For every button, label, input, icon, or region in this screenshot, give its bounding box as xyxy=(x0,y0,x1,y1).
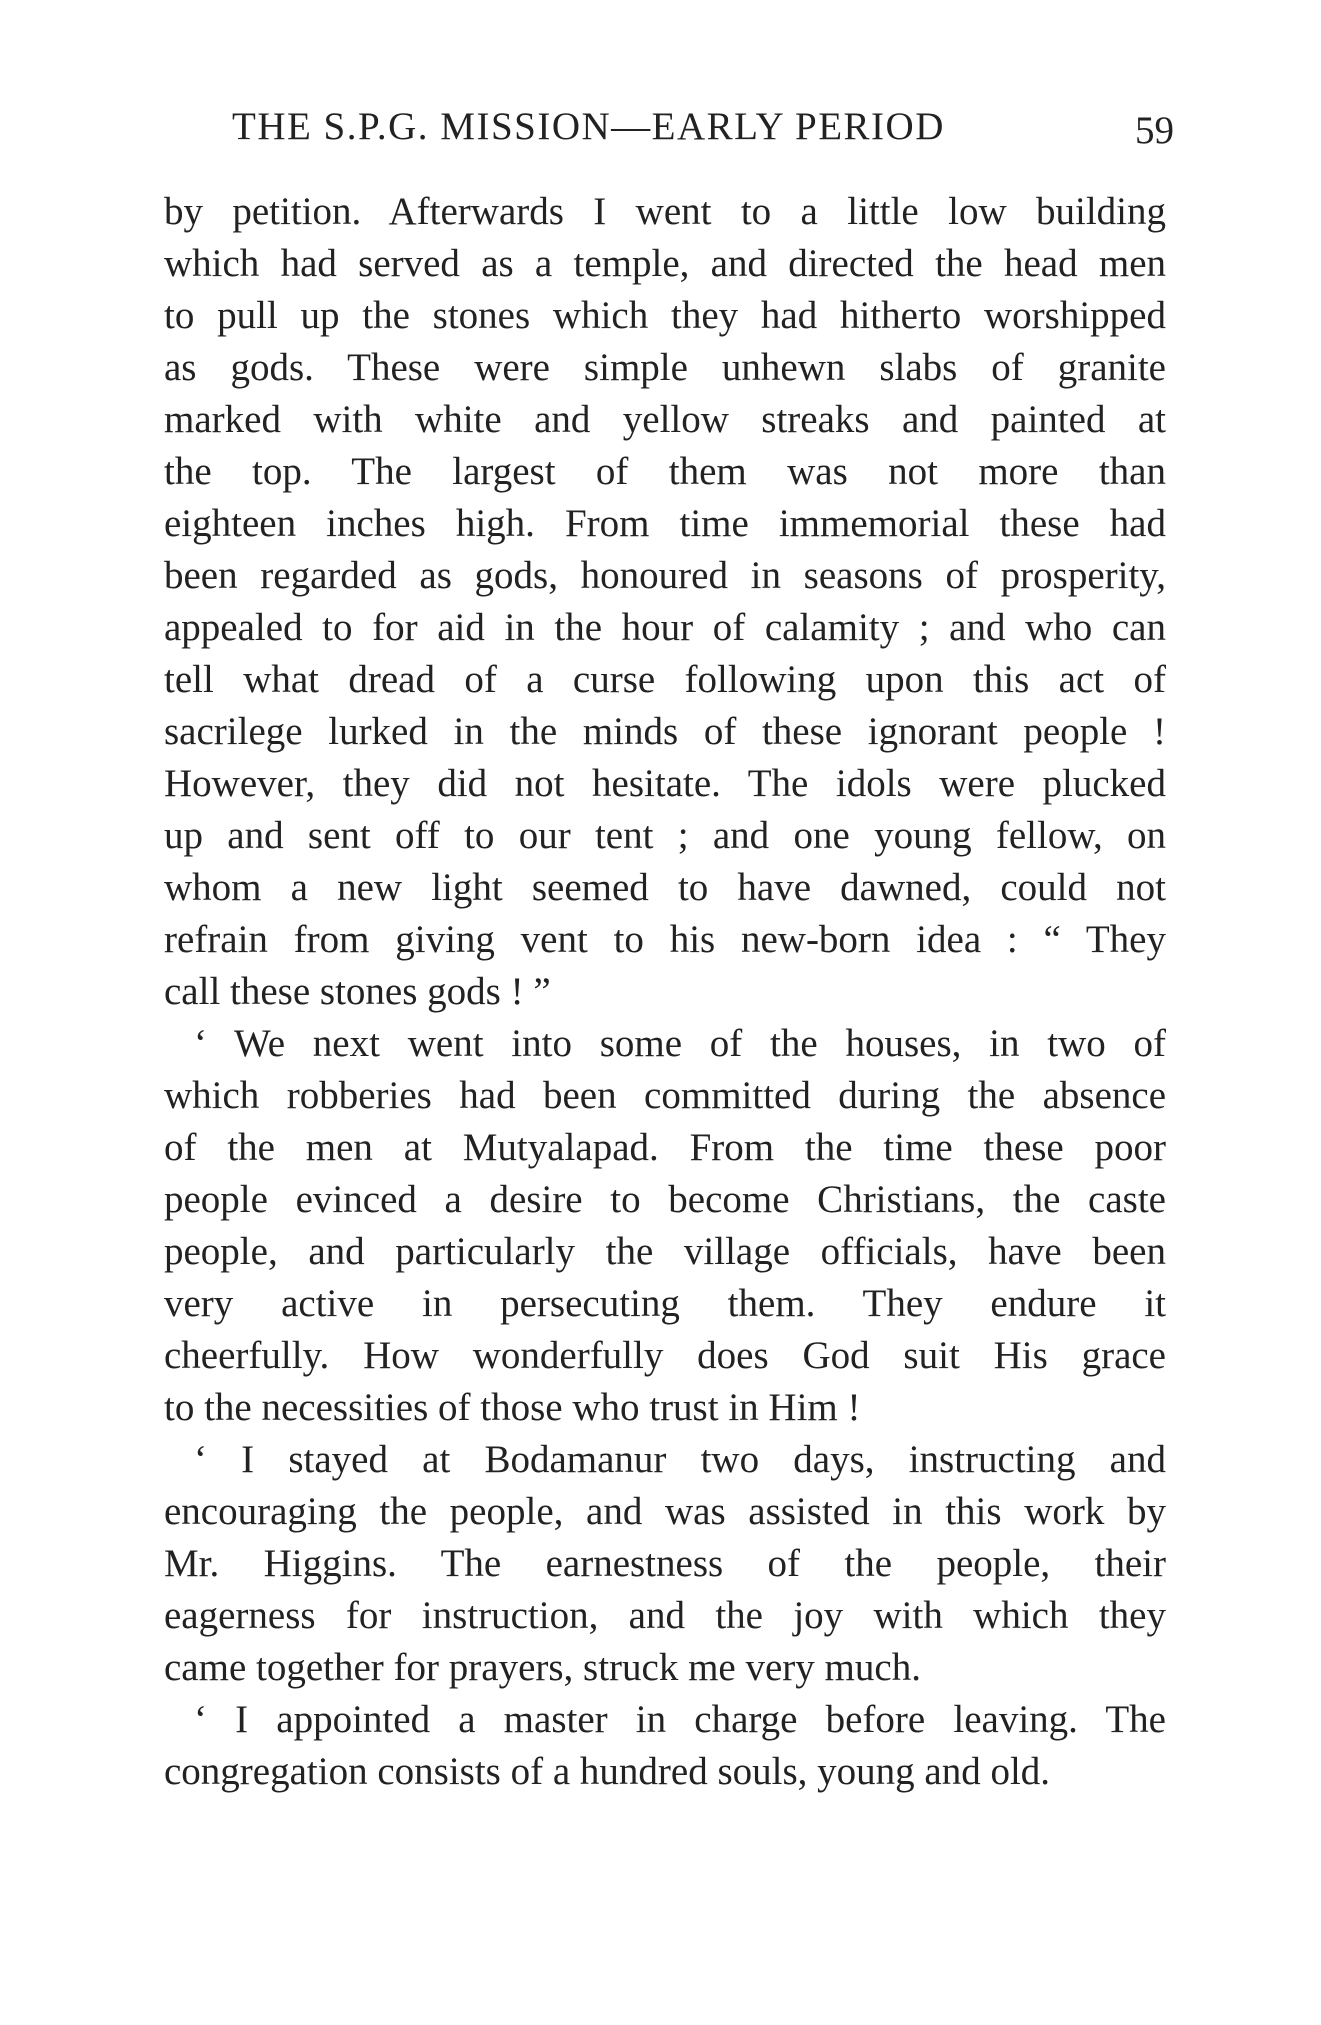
running-title: THE S.P.G. MISSION—EARLY PERIOD xyxy=(232,105,945,148)
body-text xyxy=(164,186,1166,1798)
text-line: as gods. These were simple unhewn slabs of granite xyxy=(164,346,1166,389)
text-line: whom a new light seemed to have dawned, could not xyxy=(164,866,1166,909)
text-line: by petition. Afterwards I went to a little low building xyxy=(164,190,1166,233)
text-line: the top. The largest of them was not more than xyxy=(164,450,1166,493)
text-line: ‘ We next went into some of the houses, in two of xyxy=(194,1022,1166,1065)
text-line: encouraging the people, and was assisted in this work by xyxy=(164,1490,1166,1533)
text-line: eighteen inches high. From time immemorial these had xyxy=(164,502,1166,545)
text-line: eagerness for instruction, and the joy with which they xyxy=(164,1594,1166,1637)
text-line: call these stones gods ! ” xyxy=(164,970,551,1013)
paragraph xyxy=(164,1434,1166,1694)
text-line: appealed to for aid in the hour of calamity ; and who can xyxy=(164,606,1166,649)
text-line: came together for prayers, struck me very much. xyxy=(164,1646,921,1689)
running-head xyxy=(232,104,1174,164)
text-line: people evinced a desire to become Christians, the caste xyxy=(164,1178,1166,1221)
text-line: which had served as a temple, and directed the head men xyxy=(164,242,1166,285)
text-line: to pull up the stones which they had hitherto worshipped xyxy=(164,294,1166,337)
paragraph xyxy=(164,1694,1166,1798)
paragraph xyxy=(164,186,1166,1018)
text-line: tell what dread of a curse following upon this act of xyxy=(164,658,1166,701)
text-line: people, and particularly the village officials, have been xyxy=(164,1230,1166,1273)
text-line: congregation consists of a hundred souls, young and old. xyxy=(164,1750,1051,1793)
text-line: ‘ I appointed a master in charge before leaving. The xyxy=(194,1698,1166,1741)
text-line: sacrilege lurked in the minds of these ignorant people ! xyxy=(164,710,1166,753)
paragraph xyxy=(164,1018,1166,1434)
text-line: of the men at Mutyalapad. From the time these poor xyxy=(164,1126,1166,1169)
text-line: very active in persecuting them. They endure it xyxy=(164,1282,1166,1325)
page-number: 59 xyxy=(1135,109,1174,152)
text-line: to the necessities of those who trust in Him ! xyxy=(164,1386,861,1429)
text-line: up and sent off to our tent ; and one young fellow, on xyxy=(164,814,1166,857)
text-line: marked with white and yellow streaks and painted at xyxy=(164,398,1166,441)
text-line: Mr. Higgins. The earnestness of the people, their xyxy=(164,1542,1166,1585)
text-line: been regarded as gods, honoured in seasons of prosperity, xyxy=(164,554,1166,597)
text-line: which robberies had been committed during the absence xyxy=(164,1074,1166,1117)
text-line: refrain from giving vent to his new-born idea : “ They xyxy=(164,918,1166,961)
text-line: cheerfully. How wonderfully does God suit His grace xyxy=(164,1334,1166,1377)
text-line: However, they did not hesitate. The idols were plucked xyxy=(164,762,1166,805)
text-line: ‘ I stayed at Bodamanur two days, instructing and xyxy=(194,1438,1166,1481)
